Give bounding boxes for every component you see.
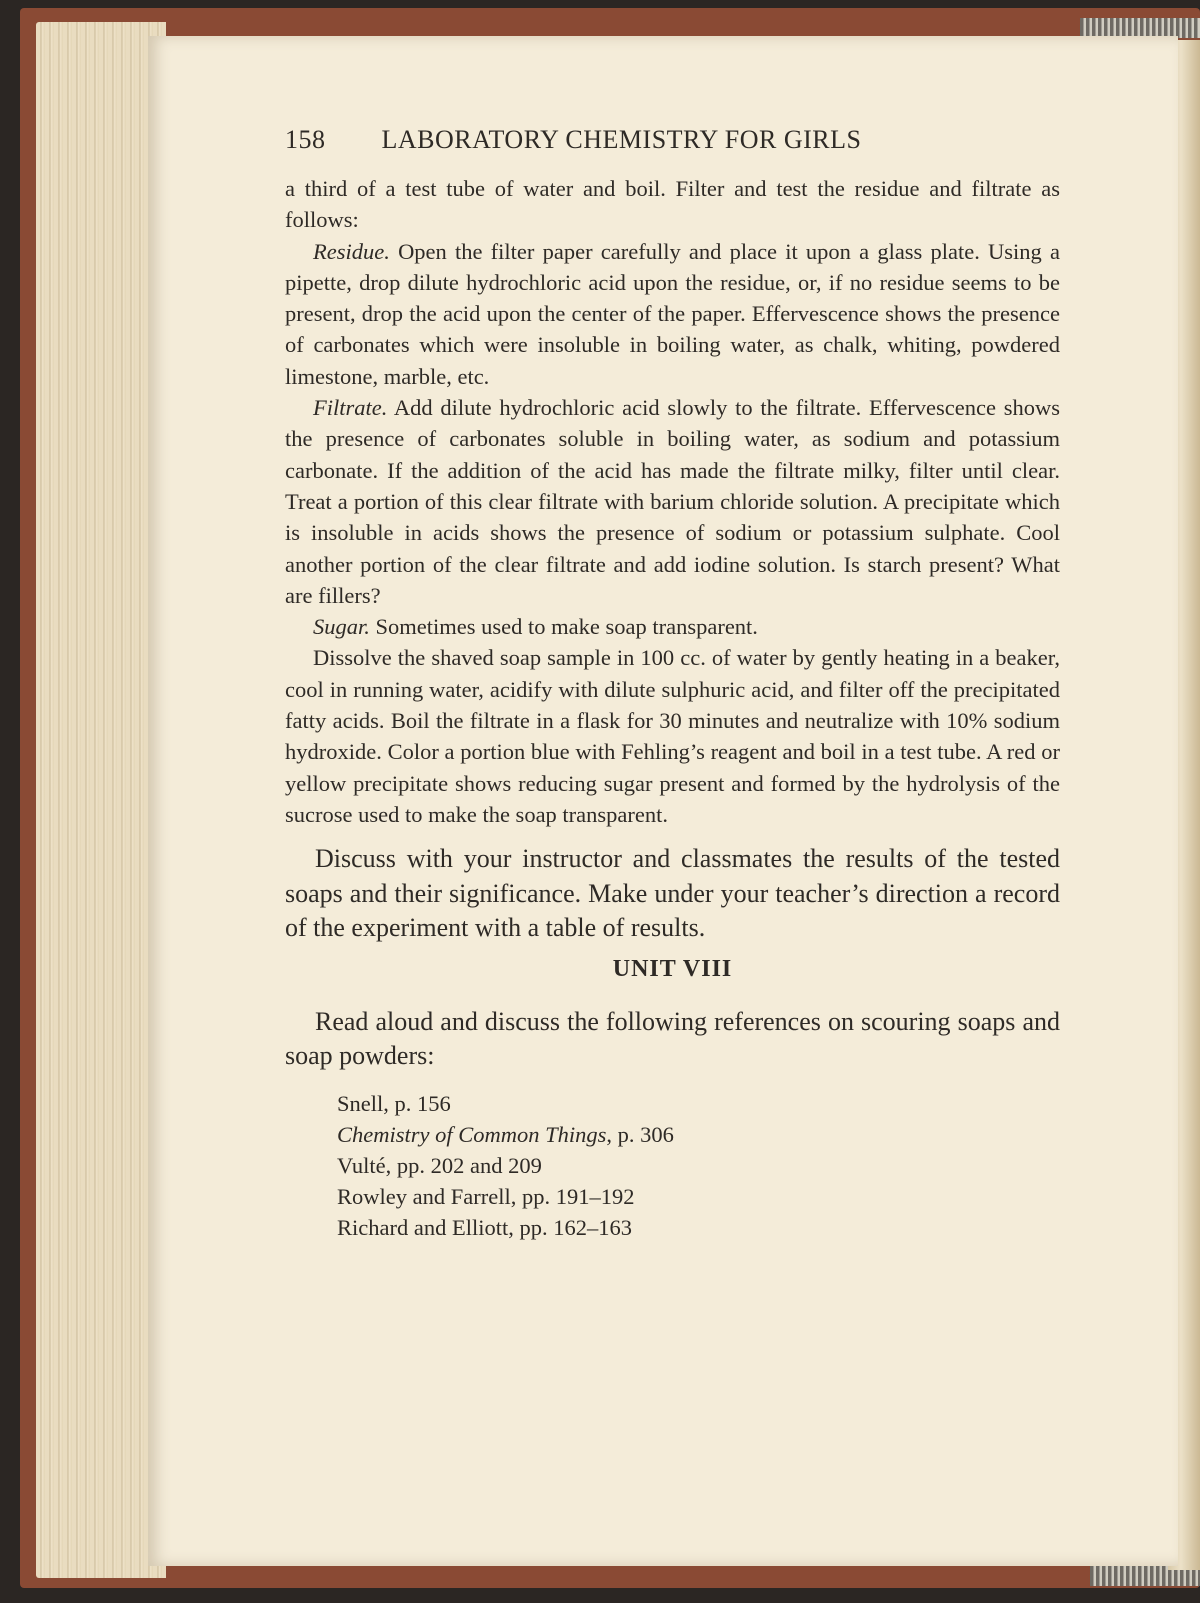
filtrate-text: Add dilute hydrochloric acid slowly to the filtrate. Effervescence shows the presence of carbonates soluble in boiling water, as sodium and potassium carbonate. If the addition of the acid has made the filtrate milky, filter until clear. Treat a portion of this clear filtrate with barium chloride solution. A precipitate which is insoluble in acids shows the presence of sodium or potassium sulphate. Cool another portion of the clear filtrate and add iodine solution. Is starch present? What are fillers? <box>285 395 1061 608</box>
filtrate-paragraph <box>285 392 1060 611</box>
residue-text: Open the filter paper carefully and place it upon a glass plate. Using a pipette, drop dilute hydrochloric acid upon the residue, or, if no residue seems to be present, drop the acid upon the center of the paper. Effervescence shows the presence of carbonates which were insoluble in boiling water, as chalk, whiting, powdered limestone, marble, etc. <box>285 238 1060 389</box>
reference-pages: , pp. 202 and 209 <box>385 1152 542 1178</box>
binding-top <box>1080 18 1200 38</box>
read-paragraph: Read aloud and discuss the following references on scouring soaps and soap powders: <box>285 1006 1060 1071</box>
reference-title: Vulté <box>337 1152 386 1178</box>
reference-pages: , p. 306 <box>606 1121 674 1147</box>
reference-title: Rowley and Farrell <box>337 1183 511 1209</box>
reference-title: Chemistry of Common Things <box>337 1121 607 1147</box>
large-type-section <box>285 842 1060 946</box>
dissolve-paragraph: Dissolve the shaved soap sample in 100 cc. of water by gently heating in a beaker, cool in running water, acidify with dilute sulphuric acid, and filter off the precipitated fatty acids. Boil the filtrate in a flask for 30 minutes and neutralize with 10% sodium hydroxide. Color a portion blue with Fehling’s reagent and boil in a test tube. A red or yellow precipitate shows reducing sugar present and formed by the hydrolysis of the sucrose used to make the soap transparent. <box>285 645 1060 827</box>
residue-label: Residue. <box>313 238 390 264</box>
filtrate-label: Filtrate. <box>313 395 388 421</box>
reference-title: Richard and Elliott <box>337 1214 509 1240</box>
running-title: LABORATORY CHEMISTRY FOR GIRLS <box>381 125 862 154</box>
running-head <box>285 125 1060 155</box>
read-section <box>285 1005 1060 1074</box>
discuss-paragraph: Discuss with your instructor and classmates the results of the tested soaps and their significance. Make under your teacher’s direction a record of the experiment with a table of results. <box>285 844 1060 943</box>
residue-paragraph <box>285 236 1060 392</box>
sugar-paragraph <box>285 611 1060 642</box>
page-number: 158 <box>285 125 326 154</box>
reference-pages: , pp. 191–192 <box>510 1183 635 1209</box>
reference-pages: , pp. 162–163 <box>508 1214 632 1240</box>
page-text <box>285 125 1060 1243</box>
reference-list <box>285 1088 1060 1243</box>
intro-paragraph: a third of a test tube of water and boil. Filter and test the residue and filtrate as follows: <box>285 176 1060 233</box>
unit-heading: UNIT VIII <box>612 955 733 982</box>
reference-item <box>337 1119 1060 1150</box>
reference-pages: , p. 156 <box>383 1090 451 1116</box>
reference-item <box>337 1150 1060 1181</box>
reference-item <box>337 1212 1060 1243</box>
reference-item <box>337 1181 1060 1212</box>
reference-item <box>337 1088 1060 1119</box>
sugar-label: Sugar. <box>313 614 370 640</box>
sugar-text: Sometimes used to make soap transparent. <box>375 614 758 640</box>
small-type-section <box>285 173 1060 830</box>
reference-title: Snell <box>337 1090 384 1116</box>
page-edges <box>36 22 166 1578</box>
